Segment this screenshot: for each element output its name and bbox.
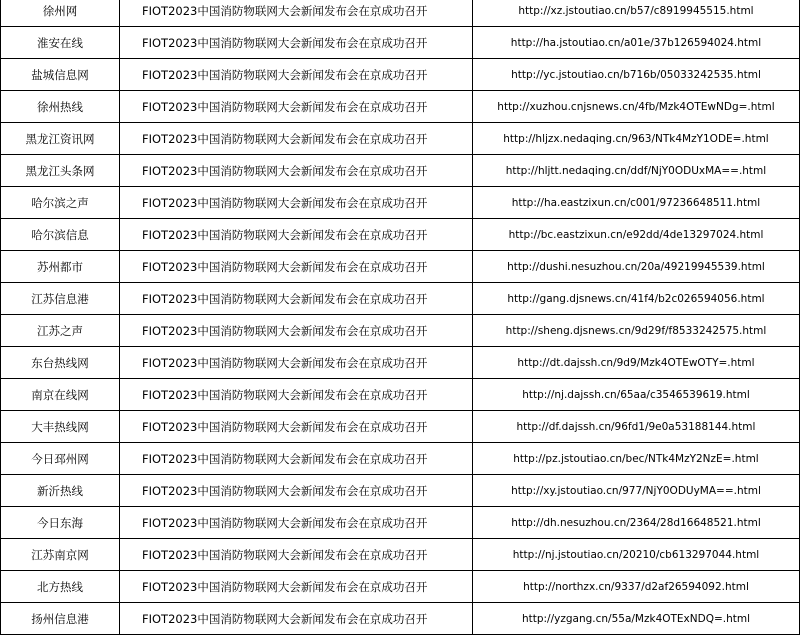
article-title-cell: FIOT2023中国消防物联网大会新闻发布会在京成功召开: [120, 155, 473, 187]
site-name-cell: 苏州都市: [1, 251, 120, 283]
table-row: [1, 603, 800, 635]
site-name-cell: 哈尔滨信息: [1, 219, 120, 251]
table-row: [1, 59, 800, 91]
article-url-cell: http://northzx.cn/9337/d2af26594092.html: [473, 571, 800, 603]
article-url-cell: http://yzgang.cn/55a/Mzk4OTExNDQ=.html: [473, 603, 800, 635]
article-url-cell: http://df.dajssh.cn/96fd1/9e0a53188144.html: [473, 411, 800, 443]
article-url-cell: http://nj.jstoutiao.cn/20210/cb613297044.html: [473, 539, 800, 571]
article-url-cell: http://hljzx.nedaqing.cn/963/NTk4MzY1ODE=.html: [473, 123, 800, 155]
site-name-cell: 今日东海: [1, 507, 120, 539]
site-name-cell: 新沂热线: [1, 475, 120, 507]
site-name-cell: 江苏南京网: [1, 539, 120, 571]
article-url-cell: http://xy.jstoutiao.cn/977/NjY0ODUyMA==.html: [473, 475, 800, 507]
table-body: [1, 0, 800, 635]
article-url-cell: http://nj.dajssh.cn/65aa/c3546539619.html: [473, 379, 800, 411]
article-title-cell: FIOT2023中国消防物联网大会新闻发布会在京成功召开: [120, 27, 473, 59]
article-title-cell: FIOT2023中国消防物联网大会新闻发布会在京成功召开: [120, 187, 473, 219]
site-name-cell: 徐州网: [1, 0, 120, 27]
table-row: [1, 155, 800, 187]
article-title-cell: FIOT2023中国消防物联网大会新闻发布会在京成功召开: [120, 0, 473, 27]
article-url-cell: http://sheng.djsnews.cn/9d29f/f8533242575.html: [473, 315, 800, 347]
table-row: [1, 251, 800, 283]
article-url-cell: http://yc.jstoutiao.cn/b716b/05033242535.html: [473, 59, 800, 91]
table-row: [1, 411, 800, 443]
article-title-cell: FIOT2023中国消防物联网大会新闻发布会在京成功召开: [120, 379, 473, 411]
article-title-cell: FIOT2023中国消防物联网大会新闻发布会在京成功召开: [120, 251, 473, 283]
article-url-cell: http://dt.dajssh.cn/9d9/Mzk4OTEwOTY=.html: [473, 347, 800, 379]
table-row: [1, 507, 800, 539]
article-title-cell: FIOT2023中国消防物联网大会新闻发布会在京成功召开: [120, 283, 473, 315]
article-url-cell: http://bc.eastzixun.cn/e92dd/4de13297024.html: [473, 219, 800, 251]
article-title-cell: FIOT2023中国消防物联网大会新闻发布会在京成功召开: [120, 347, 473, 379]
site-name-cell: 今日邳州网: [1, 443, 120, 475]
site-name-cell: 大丰热线网: [1, 411, 120, 443]
table-row: [1, 571, 800, 603]
article-url-cell: http://pz.jstoutiao.cn/bec/NTk4MzY2NzE=.html: [473, 443, 800, 475]
table-row: [1, 379, 800, 411]
article-title-cell: FIOT2023中国消防物联网大会新闻发布会在京成功召开: [120, 219, 473, 251]
site-name-cell: 北方热线: [1, 571, 120, 603]
article-title-cell: FIOT2023中国消防物联网大会新闻发布会在京成功召开: [120, 123, 473, 155]
table-row: [1, 91, 800, 123]
table-row: [1, 219, 800, 251]
article-title-cell: FIOT2023中国消防物联网大会新闻发布会在京成功召开: [120, 603, 473, 635]
table-row: [1, 123, 800, 155]
site-name-cell: 江苏之声: [1, 315, 120, 347]
site-name-cell: 黑龙江资讯网: [1, 123, 120, 155]
table-row: [1, 539, 800, 571]
article-url-cell: http://dh.nesuzhou.cn/2364/28d16648521.html: [473, 507, 800, 539]
site-name-cell: 徐州热线: [1, 91, 120, 123]
article-url-cell: http://xuzhou.cnjsnews.cn/4fb/Mzk4OTEwNDg=.html: [473, 91, 800, 123]
article-title-cell: FIOT2023中国消防物联网大会新闻发布会在京成功召开: [120, 315, 473, 347]
article-title-cell: FIOT2023中国消防物联网大会新闻发布会在京成功召开: [120, 507, 473, 539]
table-row: [1, 347, 800, 379]
article-url-cell: http://ha.eastzixun.cn/c001/97236648511.html: [473, 187, 800, 219]
table-row: [1, 443, 800, 475]
table-row: [1, 187, 800, 219]
article-title-cell: FIOT2023中国消防物联网大会新闻发布会在京成功召开: [120, 91, 473, 123]
article-url-cell: http://dushi.nesuzhou.cn/20a/49219945539.html: [473, 251, 800, 283]
article-title-cell: FIOT2023中国消防物联网大会新闻发布会在京成功召开: [120, 539, 473, 571]
site-name-cell: 哈尔滨之声: [1, 187, 120, 219]
article-title-cell: FIOT2023中国消防物联网大会新闻发布会在京成功召开: [120, 571, 473, 603]
table-row: [1, 283, 800, 315]
table-row: [1, 475, 800, 507]
site-name-cell: 东台热线网: [1, 347, 120, 379]
article-url-cell: http://xz.jstoutiao.cn/b57/c8919945515.html: [473, 0, 800, 27]
article-title-cell: FIOT2023中国消防物联网大会新闻发布会在京成功召开: [120, 443, 473, 475]
article-url-cell: http://gang.djsnews.cn/41f4/b2c026594056.html: [473, 283, 800, 315]
site-name-cell: 淮安在线: [1, 27, 120, 59]
table-row: [1, 27, 800, 59]
site-name-cell: 黑龙江头条网: [1, 155, 120, 187]
site-name-cell: 扬州信息港: [1, 603, 120, 635]
article-url-cell: http://ha.jstoutiao.cn/a01e/37b126594024.html: [473, 27, 800, 59]
table-row: [1, 0, 800, 27]
article-title-cell: FIOT2023中国消防物联网大会新闻发布会在京成功召开: [120, 59, 473, 91]
article-url-cell: http://hljtt.nedaqing.cn/ddf/NjY0ODUxMA==.html: [473, 155, 800, 187]
article-title-cell: FIOT2023中国消防物联网大会新闻发布会在京成功召开: [120, 411, 473, 443]
article-title-cell: FIOT2023中国消防物联网大会新闻发布会在京成功召开: [120, 475, 473, 507]
table-row: [1, 315, 800, 347]
site-name-cell: 南京在线网: [1, 379, 120, 411]
site-name-cell: 江苏信息港: [1, 283, 120, 315]
site-name-cell: 盐城信息网: [1, 59, 120, 91]
